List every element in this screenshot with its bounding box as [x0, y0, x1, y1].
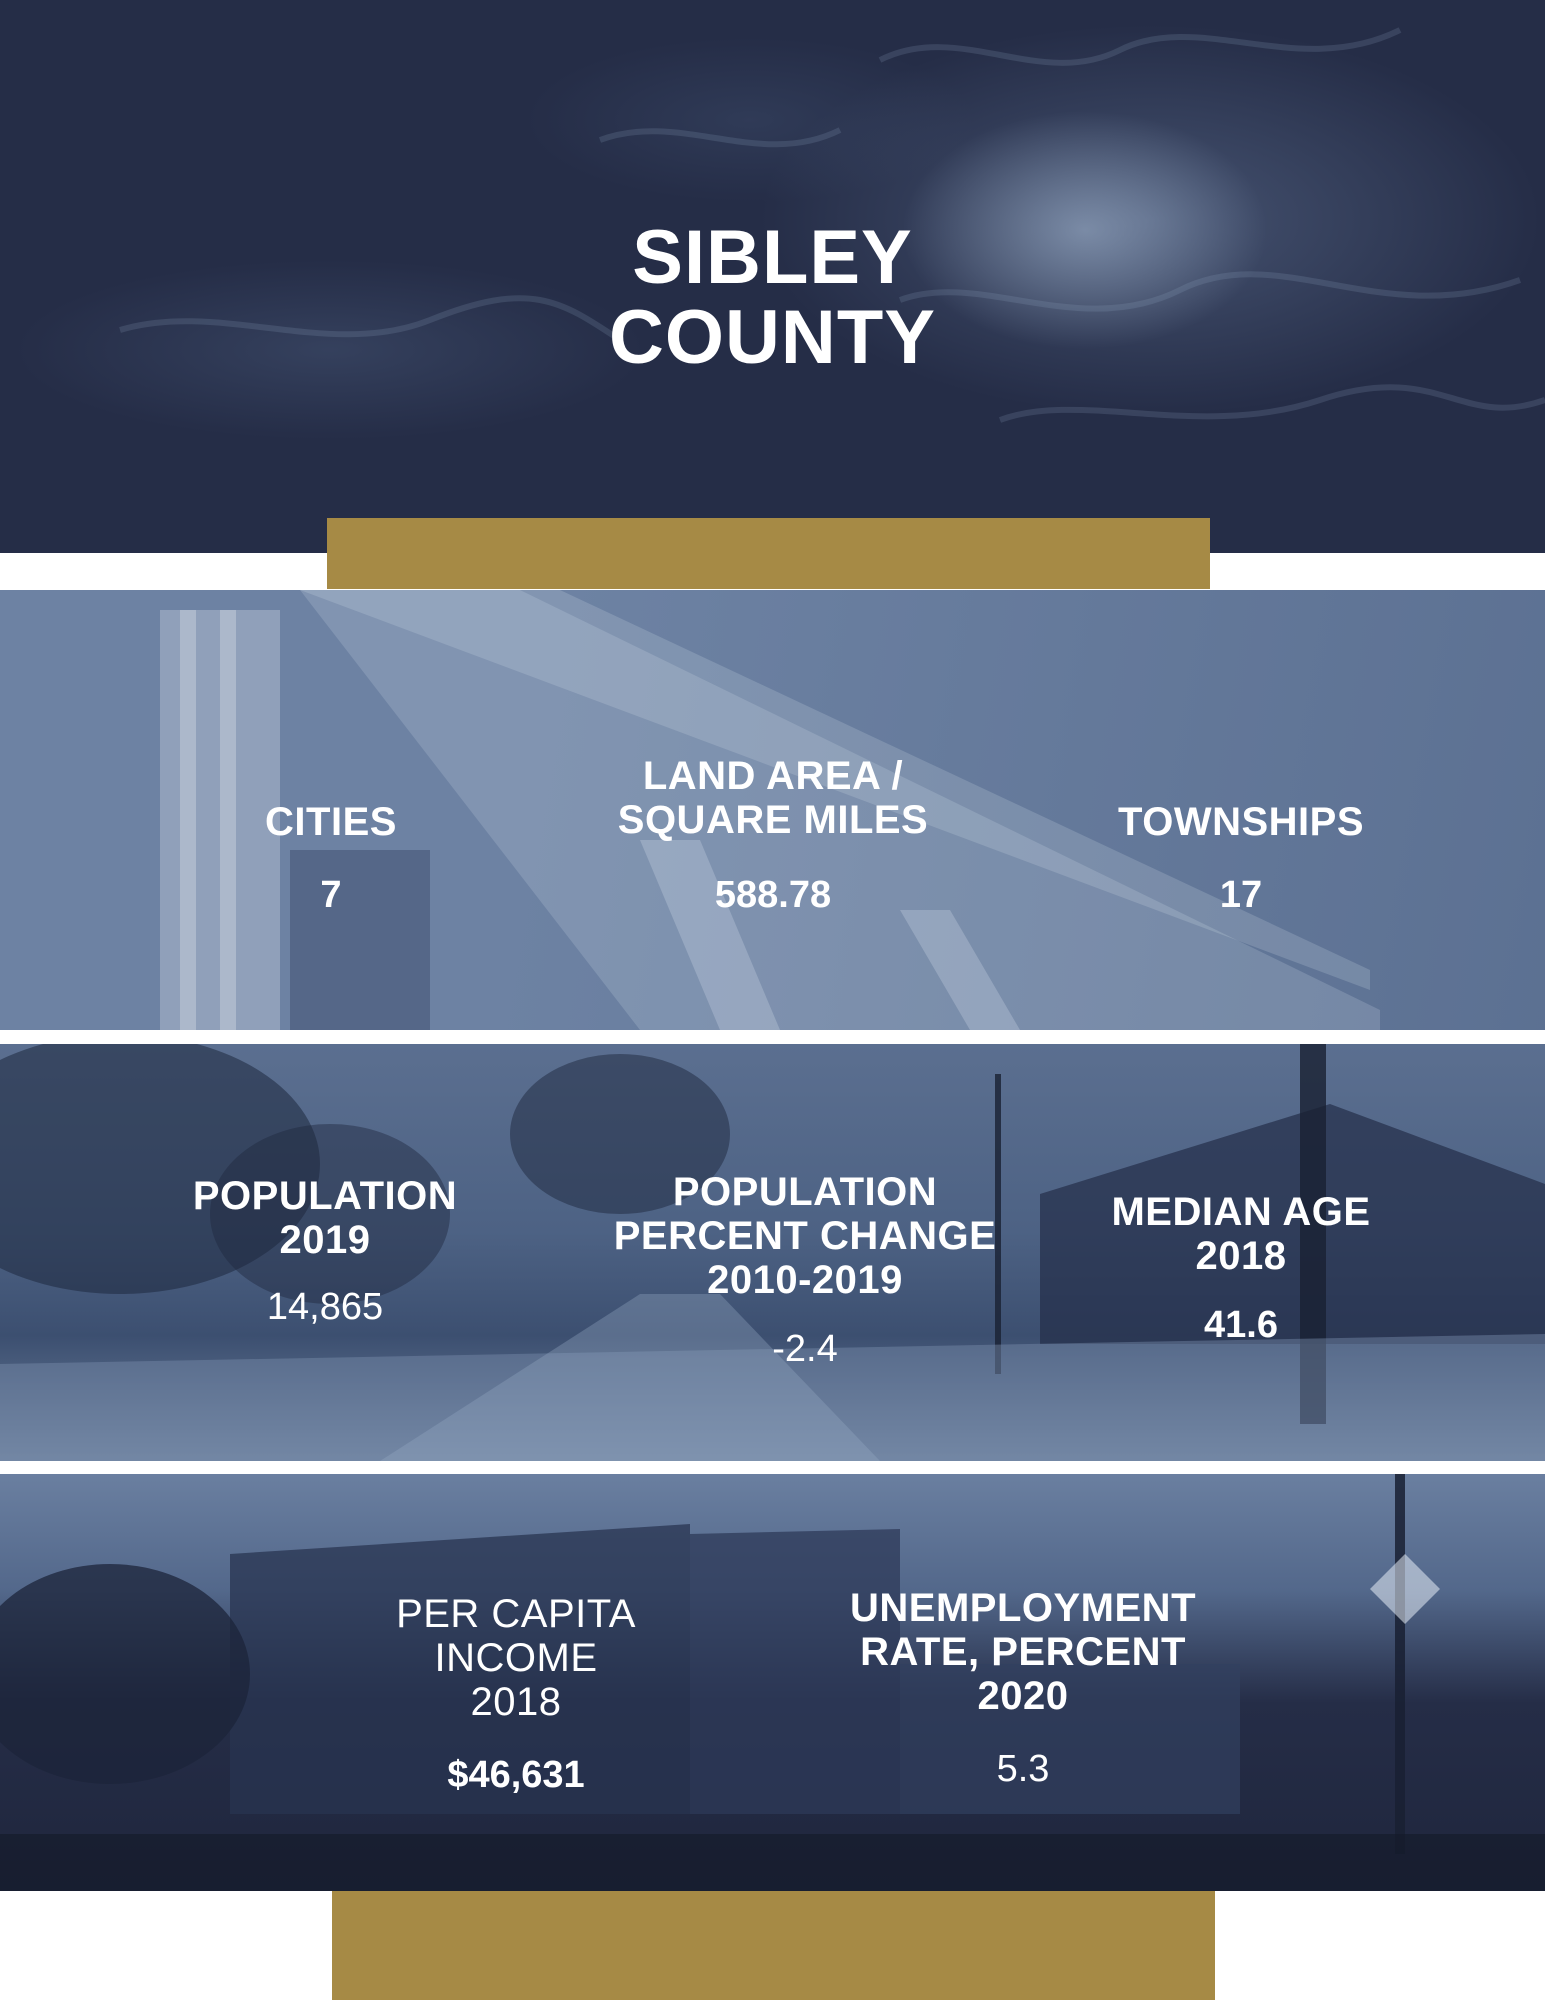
cloud-streak — [1000, 387, 1545, 420]
stat-label: TOWNSHIPS — [1117, 800, 1365, 844]
street-surface — [0, 1834, 1545, 1891]
stat-label-line-3: 2010-2019 — [707, 1258, 903, 1302]
stat-townships — [1118, 800, 1364, 916]
page-title — [0, 215, 1545, 380]
title-line-2: COUNTY — [609, 295, 936, 380]
stat-population-change — [614, 1170, 997, 1370]
stats-band-street — [0, 1044, 1545, 1461]
pedestrian-sign — [1370, 1554, 1440, 1624]
stat-label-line-2: PERCENT CHANGE — [613, 1214, 997, 1258]
stat-value: 41.6 — [1204, 1304, 1278, 1346]
sign-pole — [1395, 1474, 1405, 1854]
stat-label-line-1: PER CAPITA — [396, 1592, 636, 1636]
gold-accent-bar-top — [327, 518, 1210, 589]
stat-label-line-1: UNEMPLOYMENT — [850, 1586, 1196, 1630]
stat-value: 17 — [1219, 874, 1263, 916]
stat-label-line-1: LAND AREA / — [642, 754, 904, 798]
gold-accent-bar-bottom — [332, 1891, 1215, 2000]
stat-median-age — [1111, 1190, 1370, 1346]
stat-value: 588.78 — [714, 874, 832, 916]
stat-label-line-3: 2020 — [977, 1674, 1069, 1718]
stat-population — [193, 1174, 457, 1328]
stat-label-line-2: 2018 — [1195, 1234, 1287, 1278]
stat-label-line-1: POPULATION — [192, 1174, 458, 1218]
stat-unemployment — [850, 1586, 1196, 1790]
stat-land-area — [618, 754, 928, 916]
stats-band-downtown — [0, 1474, 1545, 1891]
stat-label: CITIES — [265, 800, 397, 844]
tree-silhouette — [0, 1564, 250, 1784]
column-flute — [220, 610, 236, 1030]
stat-value: 7 — [320, 874, 342, 916]
downtown-scene — [0, 1474, 1545, 1891]
stat-label-line-2: SQUARE MILES — [617, 798, 929, 842]
stat-label-line-2: RATE, PERCENT — [860, 1630, 1186, 1674]
stat-cities — [265, 800, 397, 916]
stat-label-line-3: 2018 — [470, 1680, 562, 1724]
stat-label-line-2: 2019 — [279, 1218, 371, 1262]
title-line-1: SIBLEY — [632, 215, 913, 300]
hero-banner — [0, 0, 1545, 553]
stat-label-line-2: INCOME — [434, 1636, 598, 1680]
stat-label-line-1: POPULATION — [672, 1170, 938, 1214]
stats-band-courthouse — [0, 590, 1545, 1030]
column-flute — [180, 610, 196, 1030]
stat-label-line-1: MEDIAN AGE — [1111, 1190, 1371, 1234]
stat-value: 5.3 — [996, 1748, 1050, 1790]
stat-per-capita-income — [396, 1592, 636, 1796]
cloud-streak — [880, 30, 1400, 63]
cloud-streak — [600, 130, 840, 144]
stat-value: -2.4 — [772, 1328, 838, 1370]
stat-value: 14,865 — [266, 1286, 384, 1328]
stat-value: $46,631 — [447, 1754, 585, 1796]
